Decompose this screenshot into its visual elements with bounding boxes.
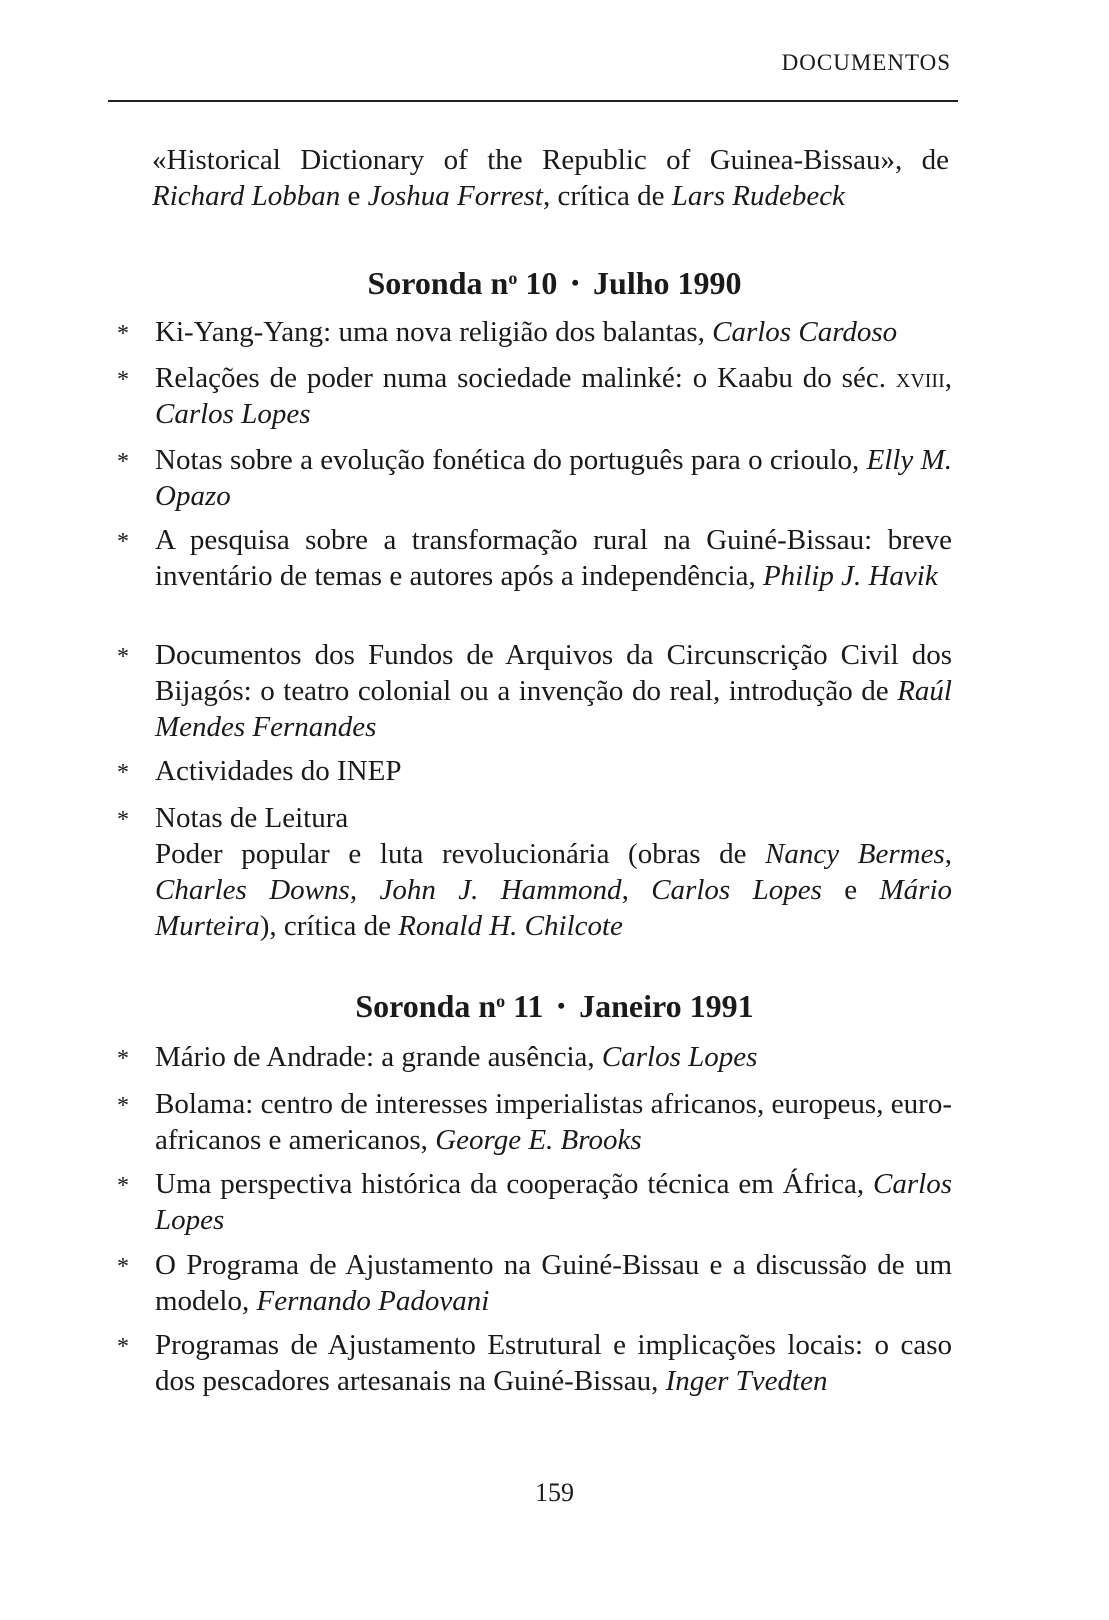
entry-text: Bolama: centro de interesses imperialistas africanos, europeus, euro-africanos e americanos, <box>155 1088 952 1156</box>
contents-entry <box>117 1086 952 1158</box>
author-name: Philip J. Havik <box>762 560 938 592</box>
issue-heading <box>0 265 1109 302</box>
heading-ordinal: o <box>508 268 518 288</box>
author-name: Carlos Lopes <box>155 1168 952 1236</box>
entry-text: Actividades do INEP <box>155 755 402 787</box>
entry-text: Ki-Yang-Yang: uma nova religião dos balantas, <box>155 316 713 348</box>
entry-text: Uma perspectiva histórica da cooperação técnica em África, <box>155 1168 874 1200</box>
contents-entry <box>117 360 952 432</box>
entry-text: Poder popular e luta revolucionária (obras de <box>155 838 766 870</box>
bullet-dot-icon: • <box>557 993 566 1018</box>
asterisk-bullet-icon: * <box>117 644 129 670</box>
asterisk-bullet-icon: * <box>117 529 129 555</box>
heading-number: 11 <box>513 988 544 1024</box>
issue-heading <box>0 988 1109 1025</box>
heading-date: Janeiro 1991 <box>579 988 754 1024</box>
heading-ordinal: o <box>496 991 506 1011</box>
contents-entry <box>117 522 952 594</box>
entry-text: e <box>340 180 368 212</box>
asterisk-bullet-icon: * <box>117 1254 129 1280</box>
entry-text: Programas de Ajustamento Estrutural e implicações locais: o caso dos pescadores artesanais na Guiné-Bissau, <box>155 1329 952 1397</box>
author-name: Joshua Forrest <box>367 180 543 212</box>
contents-entry <box>117 637 952 745</box>
author-name: Lars Rudebeck <box>671 180 845 212</box>
asterisk-bullet-icon: * <box>117 321 129 347</box>
author-name: Carlos Lopes <box>651 874 822 906</box>
bullet-dot-icon: • <box>571 270 580 295</box>
author-name: Inger Tvedten <box>665 1365 828 1397</box>
asterisk-bullet-icon: * <box>117 367 129 393</box>
contents-entry <box>117 1166 952 1238</box>
entry-text: , <box>944 362 952 394</box>
author-name: Raúl Mendes Fernandes <box>155 675 952 743</box>
entry-text: , <box>944 838 952 870</box>
header-rule <box>108 100 958 102</box>
author-name: Elly M. Opazo <box>155 444 952 512</box>
contents-entry <box>117 314 952 350</box>
heading-date: Julho 1990 <box>593 265 742 301</box>
asterisk-bullet-icon: * <box>117 449 129 475</box>
heading-title: Soronda n <box>355 988 497 1024</box>
entry-text: «Historical Dictionary of the Republic of Guinea-Bissau», de <box>152 144 949 176</box>
asterisk-bullet-icon: * <box>117 807 129 833</box>
entry-text: , crítica de <box>542 180 672 212</box>
author-name: Carlos Cardoso <box>712 316 898 348</box>
entry-text: xviii <box>895 362 945 394</box>
author-name: Ronald H. Chilcote <box>398 910 623 942</box>
author-name: George E. Brooks <box>435 1124 642 1156</box>
contents-entry <box>117 1247 952 1319</box>
asterisk-bullet-icon: * <box>117 760 129 786</box>
contents-entry <box>117 1327 952 1399</box>
heading-number: 10 <box>525 265 558 301</box>
author-name: Mário Murteira <box>155 874 953 942</box>
contents-entry <box>117 442 952 514</box>
author-name: Fernando Padovani <box>256 1285 490 1317</box>
entry-text: Mário de Andrade: a grande ausência, <box>155 1041 602 1073</box>
author-name: John J. Hammond <box>379 874 622 906</box>
entry-text: , <box>349 874 380 906</box>
entry-text: Relações de poder numa sociedade malinké: o Kaabu do séc. <box>155 362 896 394</box>
asterisk-bullet-icon: * <box>117 1334 129 1360</box>
author-name: Carlos Lopes <box>601 1041 758 1073</box>
contents-entry <box>117 753 952 789</box>
entry-text: O Programa de Ajustamento na Guiné-Bissau e a discussão de um modelo, <box>155 1249 952 1317</box>
asterisk-bullet-icon: * <box>117 1093 129 1119</box>
asterisk-bullet-icon: * <box>117 1046 129 1072</box>
contents-entry <box>117 1039 952 1075</box>
entry-text: , <box>621 874 652 906</box>
asterisk-bullet-icon: * <box>117 1173 129 1199</box>
entry-text: ), crítica de <box>259 910 399 942</box>
author-name: Richard Lobban <box>152 180 341 212</box>
intro-entry <box>152 142 949 214</box>
page-number: 159 <box>535 1478 574 1507</box>
contents-entry <box>117 800 953 944</box>
author-name: Carlos Lopes <box>155 398 311 430</box>
entry-text: A pesquisa sobre a transformação rural na Guiné-Bissau: breve inventário de temas e autores após a independência, <box>155 524 952 592</box>
entry-text: e <box>821 874 880 906</box>
entry-text: Notas de Leitura <box>155 802 349 834</box>
heading-title: Soronda n <box>367 265 509 301</box>
author-name: Nancy Bermes <box>765 838 945 870</box>
entry-text: Notas sobre a evolução fonética do português para o crioulo, <box>155 444 867 476</box>
author-name: Charles Downs <box>155 874 350 906</box>
running-header: DOCUMENTOS <box>781 50 951 75</box>
entry-text: Documentos dos Fundos de Arquivos da Circunscrição Civil dos Bijagós: o teatro colonial ou a invenção do real, introdução de <box>155 639 952 707</box>
